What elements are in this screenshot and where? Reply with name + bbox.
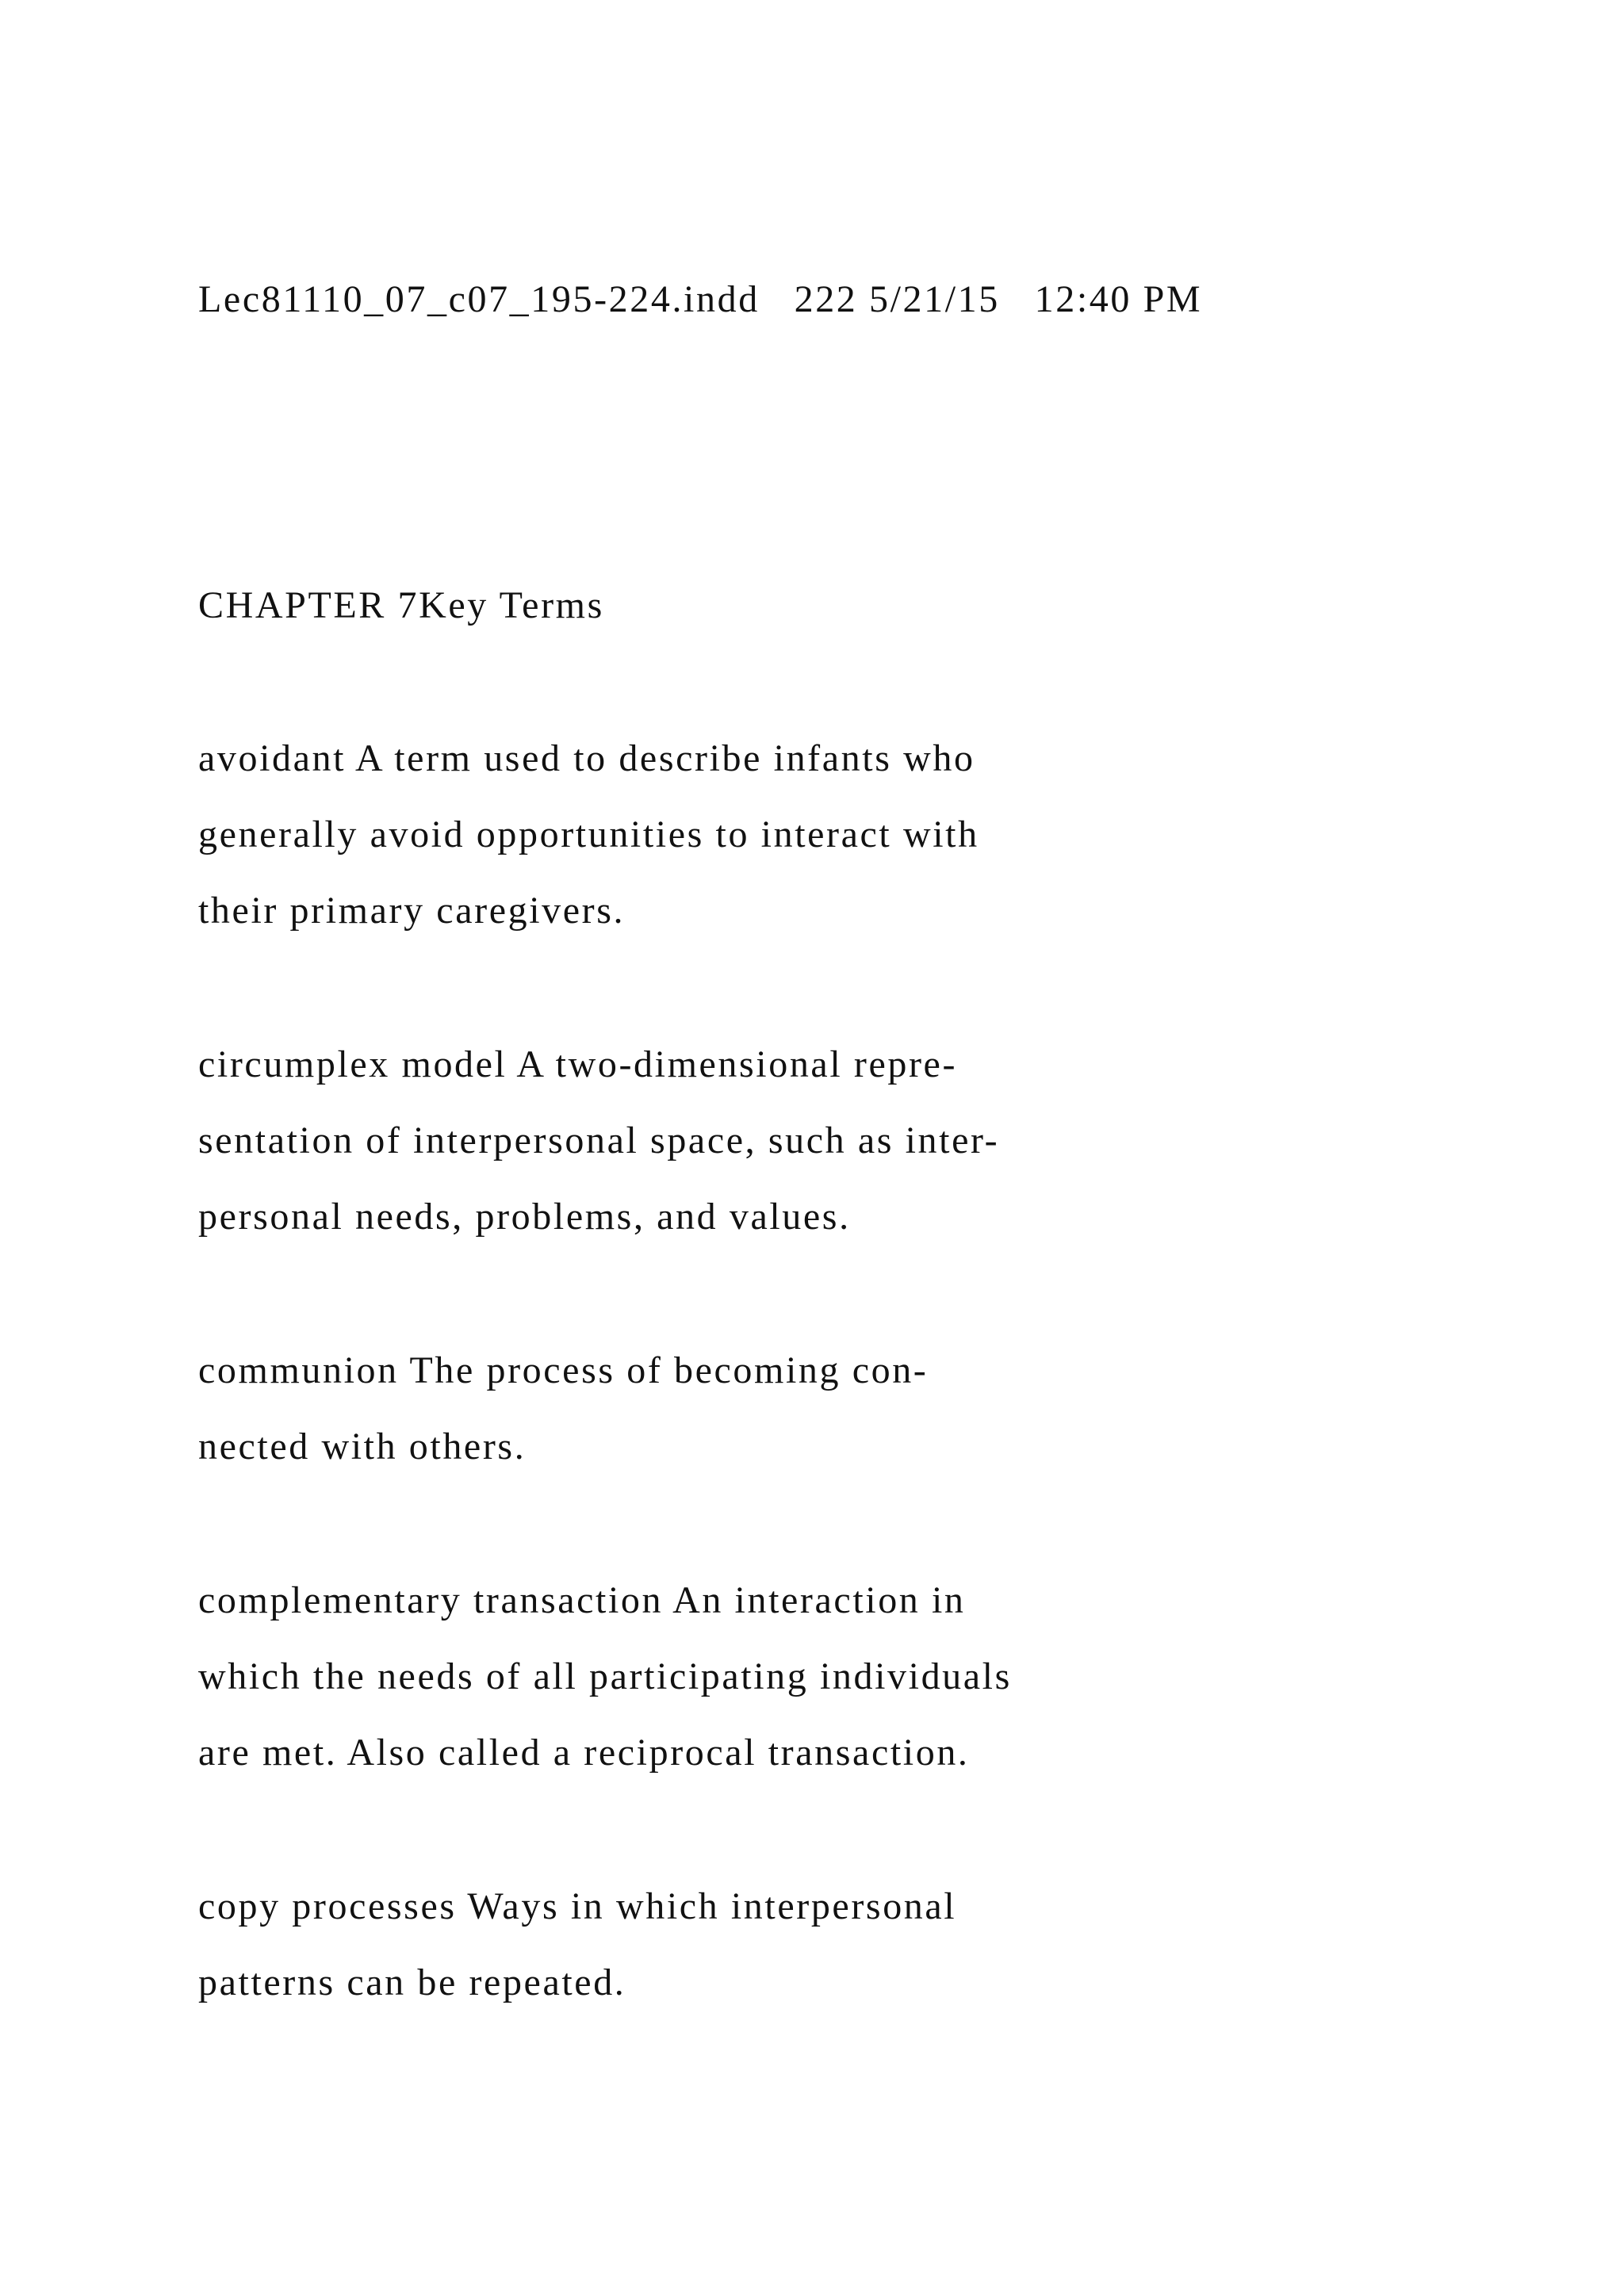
entry-circumplex-model-line-2: sentation of interpersonal space, such as inter- [198,1119,1000,1161]
entry-complementary-transaction-line-3: are met. Also called a reciprocal transaction. [198,1732,970,1774]
entry-complementary-transaction-line-1: complementary transaction An interaction in [198,1579,966,1621]
entry-copy-processes-line-2: patterns can be repeated. [198,1961,626,2003]
entry-avoidant-line-1: avoidant A term used to describe infants who [198,737,975,779]
entry-communion-line-2: nected with others. [198,1425,527,1468]
entry-avoidant-line-3: their primary caregivers. [198,890,626,932]
entry-communion-line-1: communion The process of becoming con- [198,1349,929,1391]
chapter-heading: CHAPTER 7Key Terms [198,584,604,626]
entry-circumplex-model-line-3: personal needs, problems, and values. [198,1196,851,1238]
entry-complementary-transaction-line-2: which the needs of all participating individuals [198,1655,1012,1697]
entry-circumplex-model-line-1: circumplex model A two-dimensional repre- [198,1043,958,1085]
entry-avoidant-line-2: generally avoid opportunities to interact with [198,813,979,855]
entry-copy-processes-line-1: copy processes Ways in which interpersonal [198,1885,957,1927]
file-header: Lec81110_07_c07_195-224.indd 222 5/21/15 12:40 PM [198,278,1203,320]
